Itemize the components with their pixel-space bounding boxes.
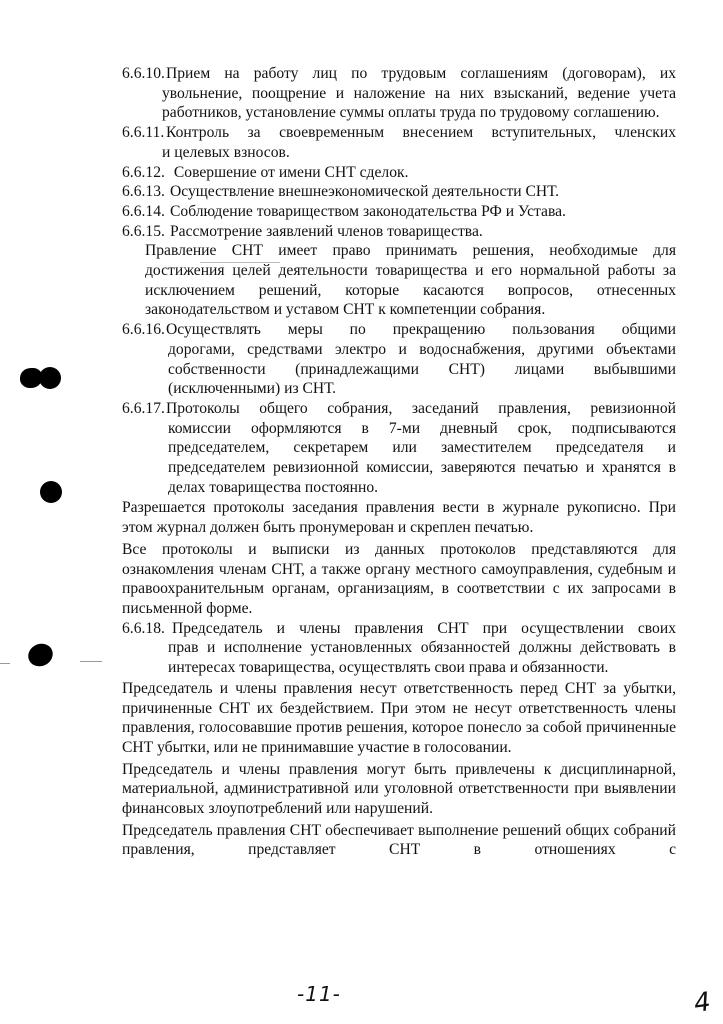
clause-text: Совершение от имени СНТ сделок. xyxy=(170,163,409,181)
liability-paragraph: Председатель и члены правления несут ответственность перед СНТ за убытки, причиненные СНТ их бездействием. При этом не несут ответственность члены правления, голосовавшие против решения, которое понесло за собой причиненные СНТ убытки, или не принимавшие участие в голосовании. xyxy=(122,679,676,756)
clause-first-line: Осуществлять меры по прекращению пользования общими xyxy=(166,321,676,339)
document-body xyxy=(122,64,676,860)
clause-6-6-12 xyxy=(122,163,676,183)
clause-6-6-15 xyxy=(122,222,676,242)
scan-artifact-line xyxy=(0,663,10,664)
clause-first-line: Председатель и члены правления СНТ при осуществлении своих xyxy=(172,619,676,637)
clause-continuation: дорогами, средствами электро и водоснабжения, другими объектами собственности (принадлежащими СНТ) лицами выбывшими (исключенными) из СНТ. xyxy=(168,340,676,398)
clause-number: 6.6.16. xyxy=(122,321,165,339)
clause-continuation: увольнение, поощрение и наложение на них взысканий, ведение учета работников, установление суммы оплаты труда по трудовому соглашению. xyxy=(162,84,676,122)
clause-number: 6.6.10. xyxy=(122,65,165,82)
punch-hole-mark-bottom xyxy=(25,640,57,671)
clause-text: Соблюдение товариществом законодательства РФ и Устава. xyxy=(170,202,566,220)
clause-first-line: Прием на работу лиц по трудовым соглашениям (договорам), их xyxy=(166,65,676,82)
clause-number: 6.6.11. xyxy=(122,124,165,142)
clause-number: 6.6.12. xyxy=(122,163,165,181)
clause-number: 6.6.15. xyxy=(122,222,165,240)
handwritten-corner-mark: 4 xyxy=(691,986,713,1020)
handwritten-page-number: -11- xyxy=(297,982,341,1006)
clause-continuation: комиссии оформляются в 7-ми дневный срок, подписываются председателем, секретарем или заместителем председателя и председателем ревизионной комиссии, заверяются печатью и хранятся в делах товарищества постоянно. xyxy=(168,419,676,496)
punch-hole-mark-top-right xyxy=(39,367,61,389)
clause-6-6-11 xyxy=(122,123,676,162)
clause-first-line: Протоколы общего собрания, заседаний правления, ревизионной xyxy=(166,399,676,417)
disciplinary-paragraph: Председатель и члены правления могут быть привлечены к дисциплинарной, материальной, административной или уголовной ответственности при выявлении финансовых злоупотреблений или нарушений. xyxy=(122,760,676,818)
clause-text: Рассмотрение заявлений членов товарищества. xyxy=(170,222,483,240)
clause-6-6-18 xyxy=(122,619,676,678)
handwritten-protocols-paragraph: Разрешается протоколы заседания правления вести в журнале рукописно. При этом журнал должен быть пронумерован и скреплен печатью. xyxy=(122,499,676,537)
clause-6-6-13 xyxy=(122,182,676,202)
scan-artifact-line xyxy=(80,661,102,662)
clause-continuation: прав и исполнение установленных обязанностей должны действовать в интересах товарищества, осуществлять свои права и обязанности. xyxy=(168,639,676,677)
punch-hole-mark-middle xyxy=(40,481,62,503)
clause-first-line: Контроль за своевременным внесением вступительных, членских xyxy=(166,124,676,142)
clause-number: 6.6.14. xyxy=(122,202,165,220)
clause-6-6-10 xyxy=(122,64,676,123)
protocol-access-paragraph: Все протоколы и выписки из данных протоколов представляются для ознакомления членам СНТ, а также органу местного самоуправления, судебным и правоохранительным органам, организациям, в соответствии с их запросами в письменной форме. xyxy=(122,540,676,617)
clause-continuation: и целевых взносов. xyxy=(162,143,290,161)
clause-text: Осуществление внешнеэкономической деятельности СНТ. xyxy=(170,183,560,201)
board-rights-paragraph: Правление СНТ имеет право принимать решения, необходимые для достижения целей деятельности товарищества и его нормальной работы за исключением решений, которые касаются вопросов, отнесенных законодательством и уставом СНТ к компетенции собрания. xyxy=(145,242,676,319)
clause-number: 6.6.18. xyxy=(122,619,165,637)
clause-6-6-17 xyxy=(122,399,676,498)
chairman-duties-paragraph: Председатель правления СНТ обеспечивает выполнение решений общих собраний правления, представляет СНТ в отношениях с xyxy=(122,821,676,859)
clause-number: 6.6.17. xyxy=(122,399,165,417)
clause-6-6-14 xyxy=(122,202,676,222)
clause-number: 6.6.13. xyxy=(122,183,165,201)
clause-6-6-16 xyxy=(122,320,676,399)
